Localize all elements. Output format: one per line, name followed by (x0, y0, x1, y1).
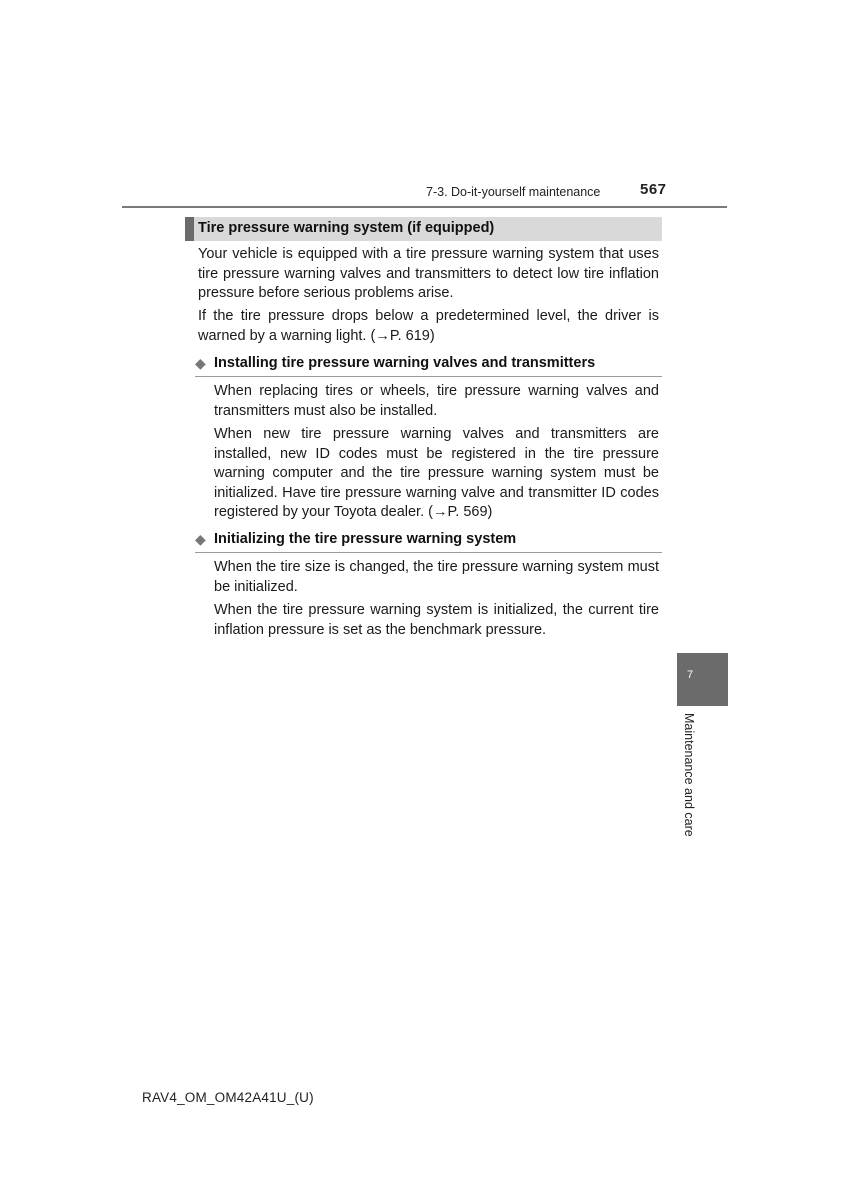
section-heading (185, 217, 662, 241)
body-paragraph: When the tire pressure warning system is initialized, the current tire inflation pressure is set as the benchmark pressure. (214, 602, 659, 638)
subheading-text: Installing tire pressure warning valves and transmitters (214, 355, 596, 371)
body-paragraph: When new tire pressure warning valves and transmitters are installed, new ID codes must be registered in the tire pressure warning computer and the tire pressure warning system must be initialized. Have tire pressure warning valve and transmitter ID codes registered by your Toyota dealer. (→P. 569) (214, 426, 659, 520)
chapter-number: 7 (687, 669, 694, 681)
subheading-initializing (195, 530, 662, 553)
page-number: 567 (640, 181, 667, 198)
header-section-title: 7-3. Do-it-yourself maintenance (426, 185, 601, 199)
subheading-installing (195, 354, 662, 377)
header-divider (122, 206, 727, 208)
chapter-label: Maintenance and care (682, 713, 696, 837)
subheading-text: Initializing the tire pressure warning system (214, 531, 517, 547)
intro-paragraph: If the tire pressure drops below a predetermined level, the driver is warned by a warning light. (→P. 619) (198, 308, 659, 344)
diamond-bullet-icon: ◆ (195, 531, 206, 547)
document-code: RAV4_OM_OM42A41U_(U) (142, 1090, 314, 1105)
body-paragraph: When the tire size is changed, the tire pressure warning system must be initialized. (214, 559, 659, 595)
diamond-bullet-icon: ◆ (195, 355, 206, 371)
intro-paragraph: Your vehicle is equipped with a tire pressure warning system that uses tire pressure warning valves and transmitters to detect low tire inflation pressure before serious problems arise. (198, 246, 659, 301)
section-heading-text: Tire pressure warning system (if equipped) (198, 220, 495, 236)
body-paragraph: When replacing tires or wheels, tire pressure warning valves and transmitters must also be installed. (214, 383, 659, 419)
chapter-tab (677, 653, 728, 706)
